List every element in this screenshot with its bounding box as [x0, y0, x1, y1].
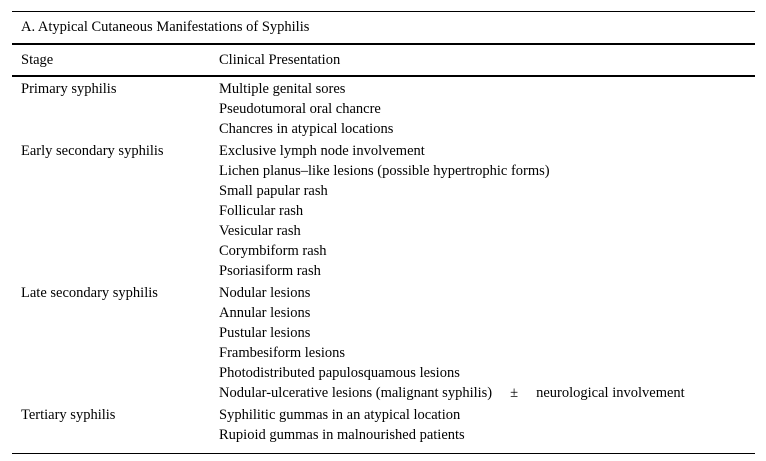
table-body — [12, 77, 755, 453]
list-item: Multiple genital sores — [219, 81, 346, 97]
list-item: Exclusive lymph node involvement — [219, 143, 425, 159]
list-item: Corymbiform rash — [219, 243, 327, 259]
table-row — [12, 141, 755, 281]
presentation-list — [219, 79, 755, 139]
presentation-list — [219, 283, 755, 403]
list-item: Annular lesions — [219, 305, 311, 321]
list-item: Pustular lesions — [219, 325, 311, 341]
manifestations-table — [12, 11, 755, 454]
list-item: Psoriasiform rash — [219, 263, 321, 279]
list-item-malignant-syphilis — [219, 383, 755, 403]
list-item: Follicular rash — [219, 203, 304, 219]
list-item: Vesicular rash — [219, 223, 301, 239]
table-row — [12, 79, 755, 139]
list-item: Photodistributed papulosquamous lesions — [219, 365, 460, 381]
list-item: Pseudotumoral oral chancre — [219, 101, 381, 117]
header-clinical-presentation: Clinical Presentation — [219, 52, 341, 68]
plus-minus-symbol: ± — [510, 385, 519, 401]
list-item: Chancres in atypical locations — [219, 121, 394, 137]
item-text: Nodular-ulcerative lesions (malignant syphilis) — [219, 385, 493, 401]
table-title: A. Atypical Cutaneous Manifestations of Syphilis — [21, 19, 310, 35]
list-item: Lichen planus–like lesions (possible hypertrophic forms) — [219, 163, 550, 179]
table-bottom-rule — [12, 453, 755, 454]
presentation-list — [219, 405, 755, 445]
list-item: Small papular rash — [219, 183, 328, 199]
stage-label: Early secondary syphilis — [21, 143, 164, 159]
table-row — [12, 405, 755, 445]
list-item: Nodular lesions — [219, 285, 311, 301]
stage-label: Late secondary syphilis — [21, 285, 158, 301]
list-item: Syphilitic gummas in an atypical location — [219, 407, 461, 423]
table-row — [12, 283, 755, 403]
item-text: neurological involvement — [536, 385, 685, 401]
header-stage: Stage — [21, 52, 54, 68]
list-item: Rupioid gummas in malnourished patients — [219, 427, 465, 443]
stage-label: Primary syphilis — [21, 81, 117, 97]
list-item: Frambesiform lesions — [219, 345, 346, 361]
table-header-row — [12, 45, 755, 75]
stage-label: Tertiary syphilis — [21, 407, 116, 423]
presentation-list — [219, 141, 755, 281]
